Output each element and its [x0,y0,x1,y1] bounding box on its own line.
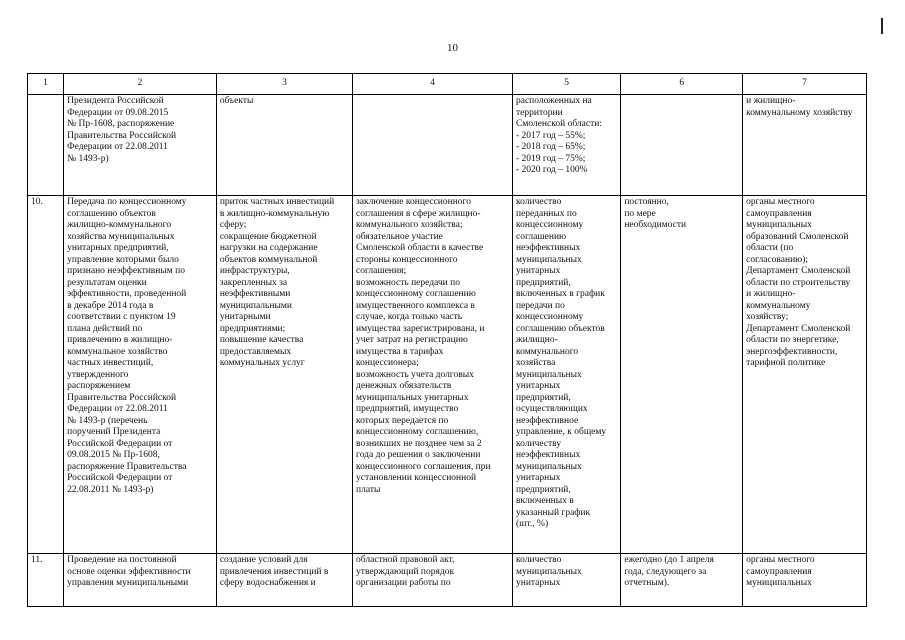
cell-text-line: концессионного соглашения, при [356,461,491,472]
cell-text-line: отчетным). [624,578,670,588]
deadline-cell [621,554,743,607]
cell-text-line: количество [516,197,562,207]
cell-text-line: передачи по [516,300,565,311]
cell-text-line: закрепленных за [219,277,288,288]
cell-text-line: коммунального [516,346,579,357]
cell-text-line: неэффективных [516,243,581,253]
cell-text-line: по мере [624,208,656,219]
cell-text-line: установлении концессионной [356,473,477,483]
cell-text-line: заключение концессионного [356,197,471,207]
measure-cell [64,95,217,196]
cell-text-line: указанный график [516,507,591,518]
cell-text-line: в жилищно-коммунальную [219,208,330,219]
mechanism-cell [353,554,513,607]
cell-text-line: соглашения; [356,266,407,276]
cell-text-line: учет затрат на регистрацию [356,335,468,345]
cell-text-line: количеству [516,438,562,449]
cell-text-line: количество [516,555,562,565]
cell-text-line: № 1493-р) [67,153,109,164]
result-cell [216,196,352,554]
cell-text-line: имущества зарегистрирована, и [356,323,485,334]
cell-text-line: энергоэффективности, [746,346,838,357]
cell-text-line: имущественного комплекса в [356,300,475,311]
cell-text-line: концессионному соглашению, [356,427,479,437]
cell-text-line: - 2019 год – 75%; [516,153,586,164]
indicator-cell [513,554,621,607]
cell-text-line: утверждающий порядок [356,566,455,577]
cell-text-line: образований Смоленской [746,231,849,242]
cell-text-line: в декабре 2014 года в [67,300,154,311]
cell-text-line: согласованию); [746,254,809,265]
column-header: 7 [743,74,867,95]
result-cell [216,554,352,607]
cell-text-line: Смоленской области: [516,119,602,129]
cell-text-line: денежных обязательств [356,381,452,391]
cell-text-line: предприятий, [516,392,571,403]
result-cell: объекты [216,95,352,196]
indicator-cell [513,196,621,554]
cell-text-line: (шт., %) [516,519,549,529]
cell-text-line: унитарных [516,266,561,276]
cell-text-line: коммунального хозяйства; [356,220,463,230]
cell-text-line: и жилищно- [746,289,796,299]
cell-text-line: Передача по концессионному [67,197,187,207]
cell-text-line: ежегодно (до 1 апреля [624,555,714,565]
cell-text-line: Проведение на постоянной [67,555,177,565]
scan-edge-mark [881,18,883,34]
cell-text-line: Правительства Российской [67,130,177,141]
cell-text-line: № Пр-1608, распоряжение [67,119,175,129]
cell-text-line: унитарными [219,312,271,322]
cell-text-line: переданных по [516,208,577,219]
cell-text-line: Департамент Смоленской [746,323,851,334]
cell-text-line: возможность учета долговых [356,369,474,380]
cell-text-line: включенных в график [516,289,605,299]
cell-text-line: соглашению объектов [516,323,605,334]
cell-text-line: инфраструктуры, [219,266,290,276]
cell-text-line: неэффективное [516,415,579,426]
cell-text-line: хозяйству; [746,312,789,322]
cell-text-line: сокращение бюджетной [219,231,317,242]
cell-text-line: создание условий для [219,555,308,565]
responsible-cell [743,196,867,554]
cell-text-line: муниципальных [516,254,582,265]
cell-text-line: сферу водоснабжения и [219,578,316,588]
cell-text-line: возможность передачи по [356,277,460,288]
cell-text-line: хозяйства [516,358,556,368]
indicator-cell [513,95,621,196]
column-header: 1 [28,74,64,95]
cell-text-line: частных инвестиций, [67,358,154,368]
measure-cell [64,196,217,554]
table-row [28,554,867,607]
cell-text-line: предприятий, [516,484,571,495]
cell-text-line: области (по [746,243,794,253]
row-number-cell: 11. [28,554,64,607]
deadline-cell [621,196,743,554]
cell-text-line: предприятиями; [219,323,286,334]
cell-text-line: организации работы по [356,578,451,588]
table-row [28,196,867,554]
column-header: 3 [216,74,352,95]
cell-text-line: Смоленской области в качестве [356,243,484,253]
cell-text-line: распоряжением [67,381,131,391]
cell-text-line: привлечению в жилищно- [67,335,173,345]
cell-text-line: предприятий, имущество [356,404,459,414]
cell-text-line: 22.08.2011 № 1493-р) [67,484,154,495]
cell-text-line: предоставляемых [219,346,292,357]
measure-cell [64,554,217,607]
deadline-cell [621,95,743,196]
page-number: 10 [447,42,458,54]
cell-text-line: муниципальных [516,461,582,472]
mechanism-cell [353,196,513,554]
cell-text-line: постоянно, [624,197,669,207]
cell-text-line: Федерации от 22.08.2011 [67,404,168,414]
cell-text-line: соглашению объектов [67,208,156,219]
cell-text-line: платы [356,484,381,495]
cell-text-line: тарифной политике [746,358,826,368]
cell-text-line: плана действий по [67,323,143,334]
cell-text-line: жилищно- [516,335,558,345]
mechanism-cell [353,95,513,196]
cell-text-line: муниципальных [516,566,582,577]
cell-text-line: муниципальных [746,220,812,230]
cell-text-line: области по энергетике, [746,335,839,345]
cell-text-line: самоуправления [746,566,812,577]
cell-text-line: эффективности, проведенной [67,289,187,299]
cell-text-line: имущества в тарифах [356,346,444,357]
cell-text-line: концессионера; [356,358,419,368]
cell-text-line: соглашению [516,231,567,242]
cell-text-line: сферу; [219,220,247,230]
column-header: 5 [513,74,621,95]
cell-text-line: Федерации от 22.08.2011 [67,142,168,152]
cell-text-line: Федерации от 09.08.2015 [67,107,169,118]
cell-text-line: концессионному [516,312,584,322]
cell-text-line: Российской Федерации от [67,473,173,483]
cell-text-line: поручений Президента [67,427,161,437]
cell-text-line: органы местного [746,197,815,207]
cell-text-line: коммунальное хозяйство [67,346,168,357]
cell-text-line: унитарных [516,381,561,391]
cell-text-line: Президента Российской [67,96,164,106]
table-header-row [28,74,867,95]
cell-text-line: - 2017 год – 55%; [516,130,586,141]
cell-text-line: коммунальному [746,300,811,311]
cell-text-line: результатам оценки [67,277,147,288]
cell-text-line: осуществляющих [516,404,588,414]
cell-text-line: расположенных на [516,96,592,106]
cell-text-line: года до решения о заключении [356,450,481,460]
cell-text-line: унитарных предприятий, [67,243,169,253]
cell-text-line: включенных в [516,496,574,506]
cell-text-line: стороны концессионного [356,254,458,265]
cell-text-line: которых передается по [356,415,449,426]
cell-text-line: территории [516,107,563,118]
cell-text-line: коммунальному хозяйству [746,107,853,118]
cell-text-line: муниципальных унитарных [356,392,469,403]
cell-text-line: 09.08.2015 № Пр-1608, [67,450,160,460]
cell-text-line: коммунальных услуг [219,358,305,368]
cell-text-line: и жилищно- [746,96,796,106]
cell-text-line: Правительства Российской [67,392,177,403]
row-number-cell [28,95,64,196]
cell-text-line: унитарных [516,473,561,483]
cell-text-line: управления муниципальными [67,578,189,588]
cell-text-line: Департамент Смоленской [746,266,851,276]
cell-text-line: предприятий, [516,277,571,288]
column-header: 2 [64,74,217,95]
responsible-cell [743,554,867,607]
responsible-cell [743,95,867,196]
cell-text-line: нагрузки на содержание [219,243,318,253]
cell-text-line: управление которыми было [67,254,179,265]
cell-text-line: самоуправления [746,208,812,219]
cell-text-line: управление, к общему [516,427,607,437]
cell-text-line: признано неэффективным по [67,266,185,276]
cell-text-line: жилищно-коммунального [67,220,172,230]
cell-text-line: неэффективными [219,289,291,299]
cell-text-line: распоряжение Правительства [67,461,187,472]
cell-text-line: хозяйства муниципальных [67,231,175,242]
cell-text-line: областной правовой акт, [356,555,455,565]
table-row [28,95,867,196]
cell-text-line: основе оценки эффективности [67,566,191,577]
row-number-cell: 10. [28,196,64,554]
cell-text-line: - 2018 год – 65%; [516,142,586,152]
cell-text-line: органы местного [746,555,815,565]
cell-text-line: соглашения в сфере жилищно- [356,208,481,219]
cell-text-line: неэффективных [516,450,581,460]
cell-text-line: года, следующего за [624,566,707,577]
cell-text-line: объектов коммунальной [219,254,318,265]
cell-text-line: муниципальных [516,369,582,380]
cell-text-line: концессионному соглашению [356,289,476,299]
cell-text-line: области по строительству [746,277,851,288]
cell-text-line: необходимости [624,220,687,230]
cell-text-line: Российской Федерации от [67,438,173,449]
cell-text-line: концессионному [516,220,584,230]
column-header: 4 [353,74,513,95]
column-header: 6 [621,74,743,95]
cell-text-line: соответствии с пунктом 19 [67,312,176,322]
measures-table [27,73,867,607]
cell-text-line: возникших не позднее чем за 2 [356,438,482,449]
cell-text-line: привлечения инвестиций в [219,566,329,577]
cell-text-line: приток частных инвестиций [219,197,335,207]
cell-text-line: случае, когда только часть [356,312,463,322]
cell-text-line: № 1493-р (перечень [67,415,148,426]
cell-text-line: повышение качества [219,335,304,345]
cell-text-line: утвержденного [67,369,129,380]
cell-text-line: обязательное участие [356,231,443,242]
cell-text-line: муниципальными [219,300,292,311]
cell-text-line: - 2020 год – 100% [516,165,588,175]
cell-text-line: унитарных [516,578,561,588]
cell-text-line: муниципальных [746,578,812,588]
